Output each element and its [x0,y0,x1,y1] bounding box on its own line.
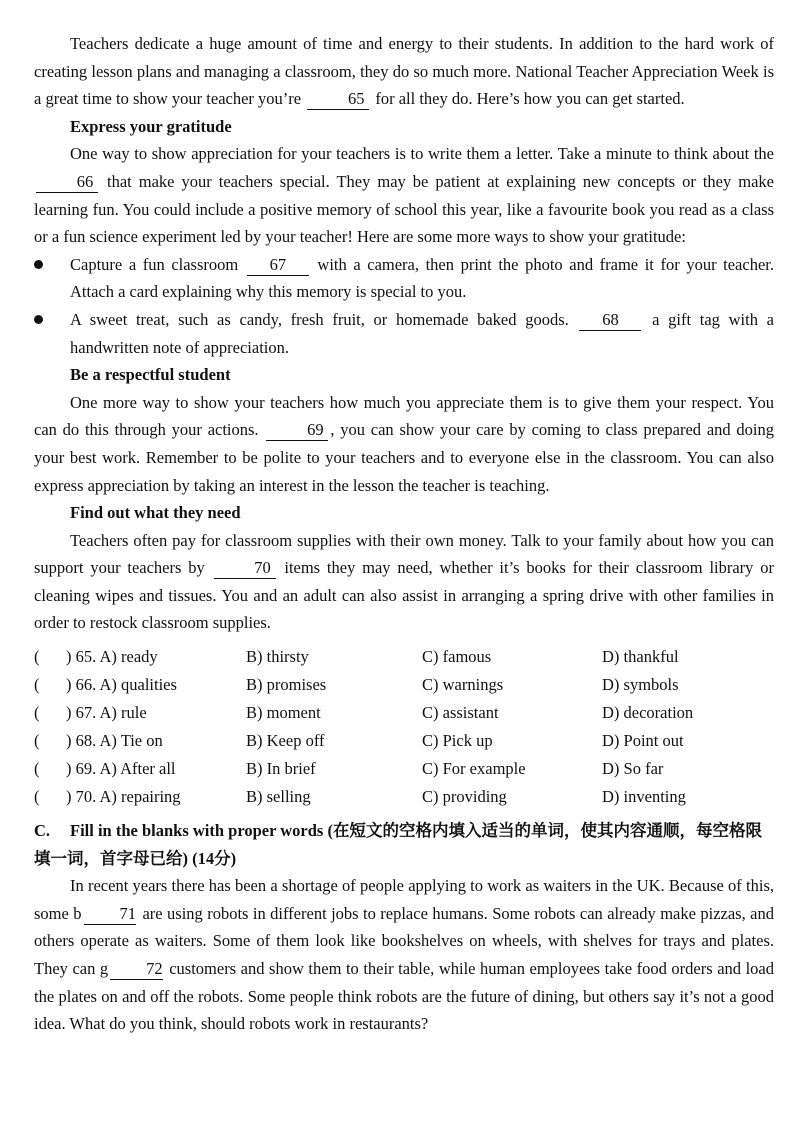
option-c: C) warnings [422,675,504,695]
exam-page [34,30,774,1038]
option-c: C) assistant [422,703,499,723]
blank-71[interactable]: 71 [84,904,137,925]
option-d: D) Point out [602,731,684,751]
heading-respectful-student: Be a respectful student [70,365,231,385]
option-row [34,755,774,783]
option-d: D) inventing [602,787,686,807]
option-a: ) 66. A) qualities [66,675,177,695]
text-run: , you can show your care by coming to class prepared and doing your best work. Remember to be polite to your teachers and to everyone else in the classroom. You can also express appreciation by taking an interest in the lesson the teacher is teaching. [34,420,775,495]
option-a: ) 69. A) After all [66,759,176,779]
option-b: B) In brief [246,759,316,779]
option-b: B) Keep off [246,731,325,751]
passage-paragraph-2 [34,140,774,250]
text-run: for all they do. Here’s how you can get started. [371,89,685,109]
text-run: with a camera, then print the photo and frame it for your teacher. Attach a card explaining why this memory is special to you. [70,254,774,302]
option-d: D) symbols [602,675,679,695]
text-run: customers and show them to their table, while human employees take food orders and load the plates on and off the robots. Some people think robots are the future of dining, but others say it’s not a good idea. What do you think, should robots work in restaurants? [34,959,774,1034]
option-a: ) 68. A) Tie on [66,731,163,751]
option-c: C) famous [422,647,492,667]
section-title: Fill in the blanks with proper words (在短文的空格内填入适当的单词，使其内容通顺，每空格限填一词，首字母已给) (14分) [34,821,762,868]
option-row [34,783,774,811]
option-c: C) providing [422,787,507,807]
text-run: a gift tag with a handwritten note of appreciation. [70,309,774,357]
option-c: C) For example [422,759,526,779]
bullet-item-2 [34,306,774,361]
option-a: ) 70. A) repairing [66,787,181,807]
option-row [34,643,774,671]
blank-70: 70 [214,558,276,579]
passage-paragraph-4 [34,527,774,637]
option-b: B) selling [246,787,311,807]
blank-68: 68 [579,310,641,331]
passage-paragraph-3 [34,389,774,499]
blank-67: 67 [247,255,309,276]
answer-paren[interactable]: ( [34,731,40,751]
blank-72[interactable]: 72 [110,959,163,980]
text-run: Teachers dedicate a huge amount of time and energy to their students. In addition to the hard work of creating lesson plans and managing a classroom, they do so much more. National Teacher Appreciation Week is a great time to show your teacher you’re [34,34,774,109]
option-row [34,699,774,727]
answer-paren[interactable]: ( [34,759,40,779]
text-run: A sweet treat, such as candy, fresh fruit, or homemade baked goods. [70,309,578,329]
answer-paren[interactable]: ( [34,675,40,695]
text-run: In recent years there has been a shortage of people applying to work as waiters in the UK. Because of this, some b [34,876,774,923]
option-d: D) So far [602,759,664,779]
text-run: that make your teachers special. They may be patient at explaining new concepts or they make learning fun. You could include a positive memory of school this year, like a favourite book you read as a class or a fun science experiment led by your teacher! Here are some more ways to show your gratitude: [34,171,774,247]
text-run: items they may need, whether it’s books for their classroom library or cleaning wipes and tissues. You and an adult can also assist in arranging a spring drive with other families in order to restock classroom supplies. [34,558,774,633]
text-run: One way to show appreciation for your teachers is to write them a letter. Take a minute to think about the [70,144,774,164]
option-a: ) 65. A) ready [66,647,158,667]
answer-paren[interactable]: ( [34,703,40,723]
text-run: Capture a fun classroom [70,254,245,274]
blank-69: 69 [266,420,328,441]
option-d: D) thankful [602,647,679,667]
option-a: ) 67. A) rule [66,703,147,723]
option-b: B) moment [246,703,321,723]
option-row [34,671,774,699]
bullet-item-1 [34,251,774,306]
section-label: C. [34,821,51,841]
heading-find-out-need: Find out what they need [70,503,241,523]
blank-65: 65 [307,89,369,110]
option-b: B) thirsty [246,647,309,667]
bullet-icon [34,260,43,269]
heading-express-gratitude: Express your gratitude [70,116,232,136]
multiple-choice-options [34,643,774,811]
answer-paren[interactable]: ( [34,647,40,667]
option-row [34,727,774,755]
section-c-heading [34,817,774,872]
bullet-icon [34,315,43,324]
passage-paragraph-1 [34,30,774,113]
text-run: are using robots in different jobs to replace humans. Some robots can already make pizzas, and others operate as waiters. Some of them look like bookshelves on wheels, with shelves for trays and plates. They can g [34,903,774,979]
text-run: Teachers often pay for classroom supplies with their own money. Talk to your family about how you can support your teachers by [34,530,774,578]
option-d: D) decoration [602,703,694,723]
blank-66: 66 [36,172,98,193]
option-c: C) Pick up [422,731,493,751]
text-run: One more way to show your teachers how much you appreciate them is to give them your respect. You can do this through your actions. [34,392,774,440]
passage-c-paragraph [34,872,774,1038]
option-b: B) promises [246,675,327,695]
answer-paren[interactable]: ( [34,787,40,807]
